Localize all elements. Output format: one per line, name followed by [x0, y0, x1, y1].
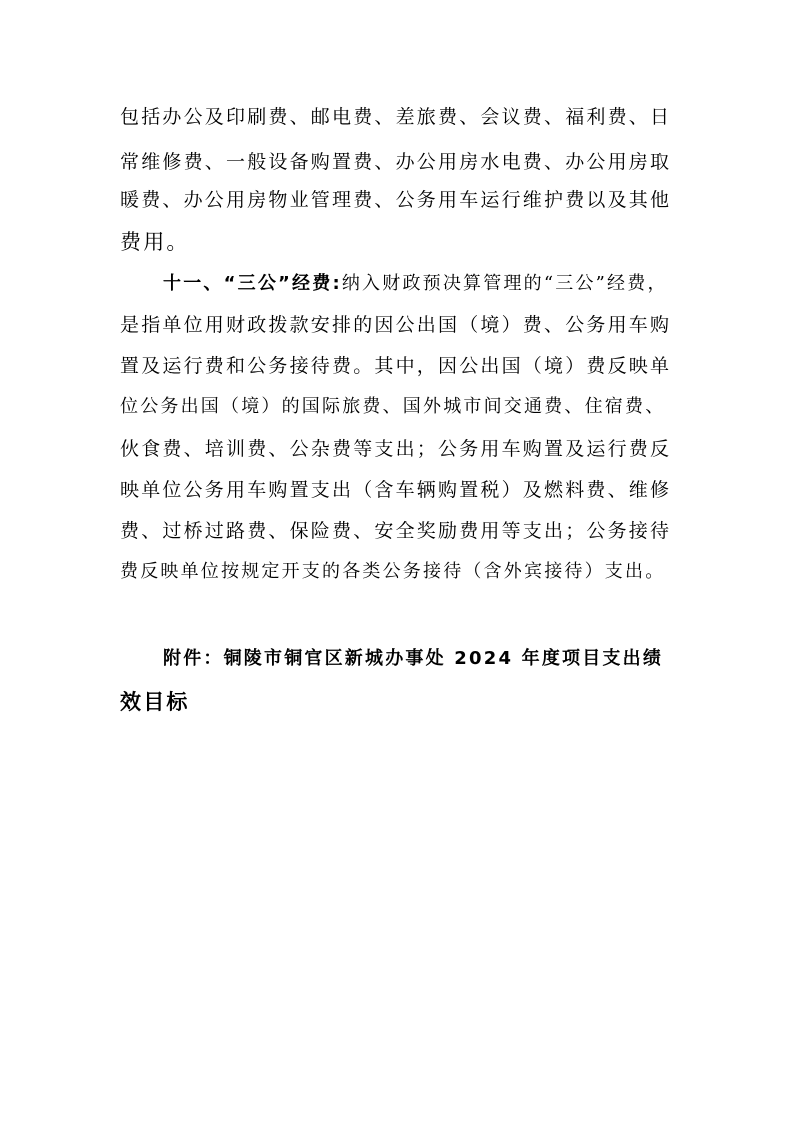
- paragraph-2-line-2: 是指单位用财政拨款安排的因公出国（境）费、公务用车购: [120, 314, 672, 336]
- paragraph-2-line-8: 费反映单位按规定开支的各类公务接待（含外宾接待）支出。: [120, 561, 666, 582]
- paragraph-2-line-4: 位公务出国（境）的国际旅费、国外城市间交通费、住宿费、: [120, 396, 666, 417]
- paragraph-1-line-2: 常维修费、一般设备购置费、办公用房水电费、办公用房取: [120, 151, 672, 173]
- paragraph-1-line-1: 包括办公及印刷费、邮电费、差旅费、会议费、福利费、日: [120, 106, 672, 128]
- attachment-line-1: 附件：铜陵市铜官区新城办事处 2024 年度项目支出绩: [163, 648, 664, 669]
- paragraph-1-line-4: 费用。: [120, 230, 190, 254]
- paragraph-2-line-3: 置及运行费和公务接待费。其中，因公出国（境）费反映单: [120, 355, 672, 377]
- paragraph-2-line-7: 费、过桥过路费、保险费、安全奖励费用等支出；公务接待: [120, 520, 672, 542]
- paragraph-1-line-3: 暖费、办公用房物业管理费、公务用车运行维护费以及其他: [120, 189, 672, 211]
- paragraph-2-first-line-text: 纳入财政预决算管理的“三公”经费，: [341, 273, 668, 294]
- paragraph-2-line-6: 映单位公务用车购置支出（含车辆购置税）及燃料费、维修: [120, 479, 672, 501]
- paragraph-2-heading: 十一、“三公”经费:: [163, 273, 342, 294]
- attachment-line-2: 效目标: [120, 690, 190, 714]
- paragraph-2-line-5: 伙食费、培训费、公杂费等支出；公务用车购置及运行费反: [120, 438, 672, 460]
- paragraph-2-line-1: [163, 270, 668, 298]
